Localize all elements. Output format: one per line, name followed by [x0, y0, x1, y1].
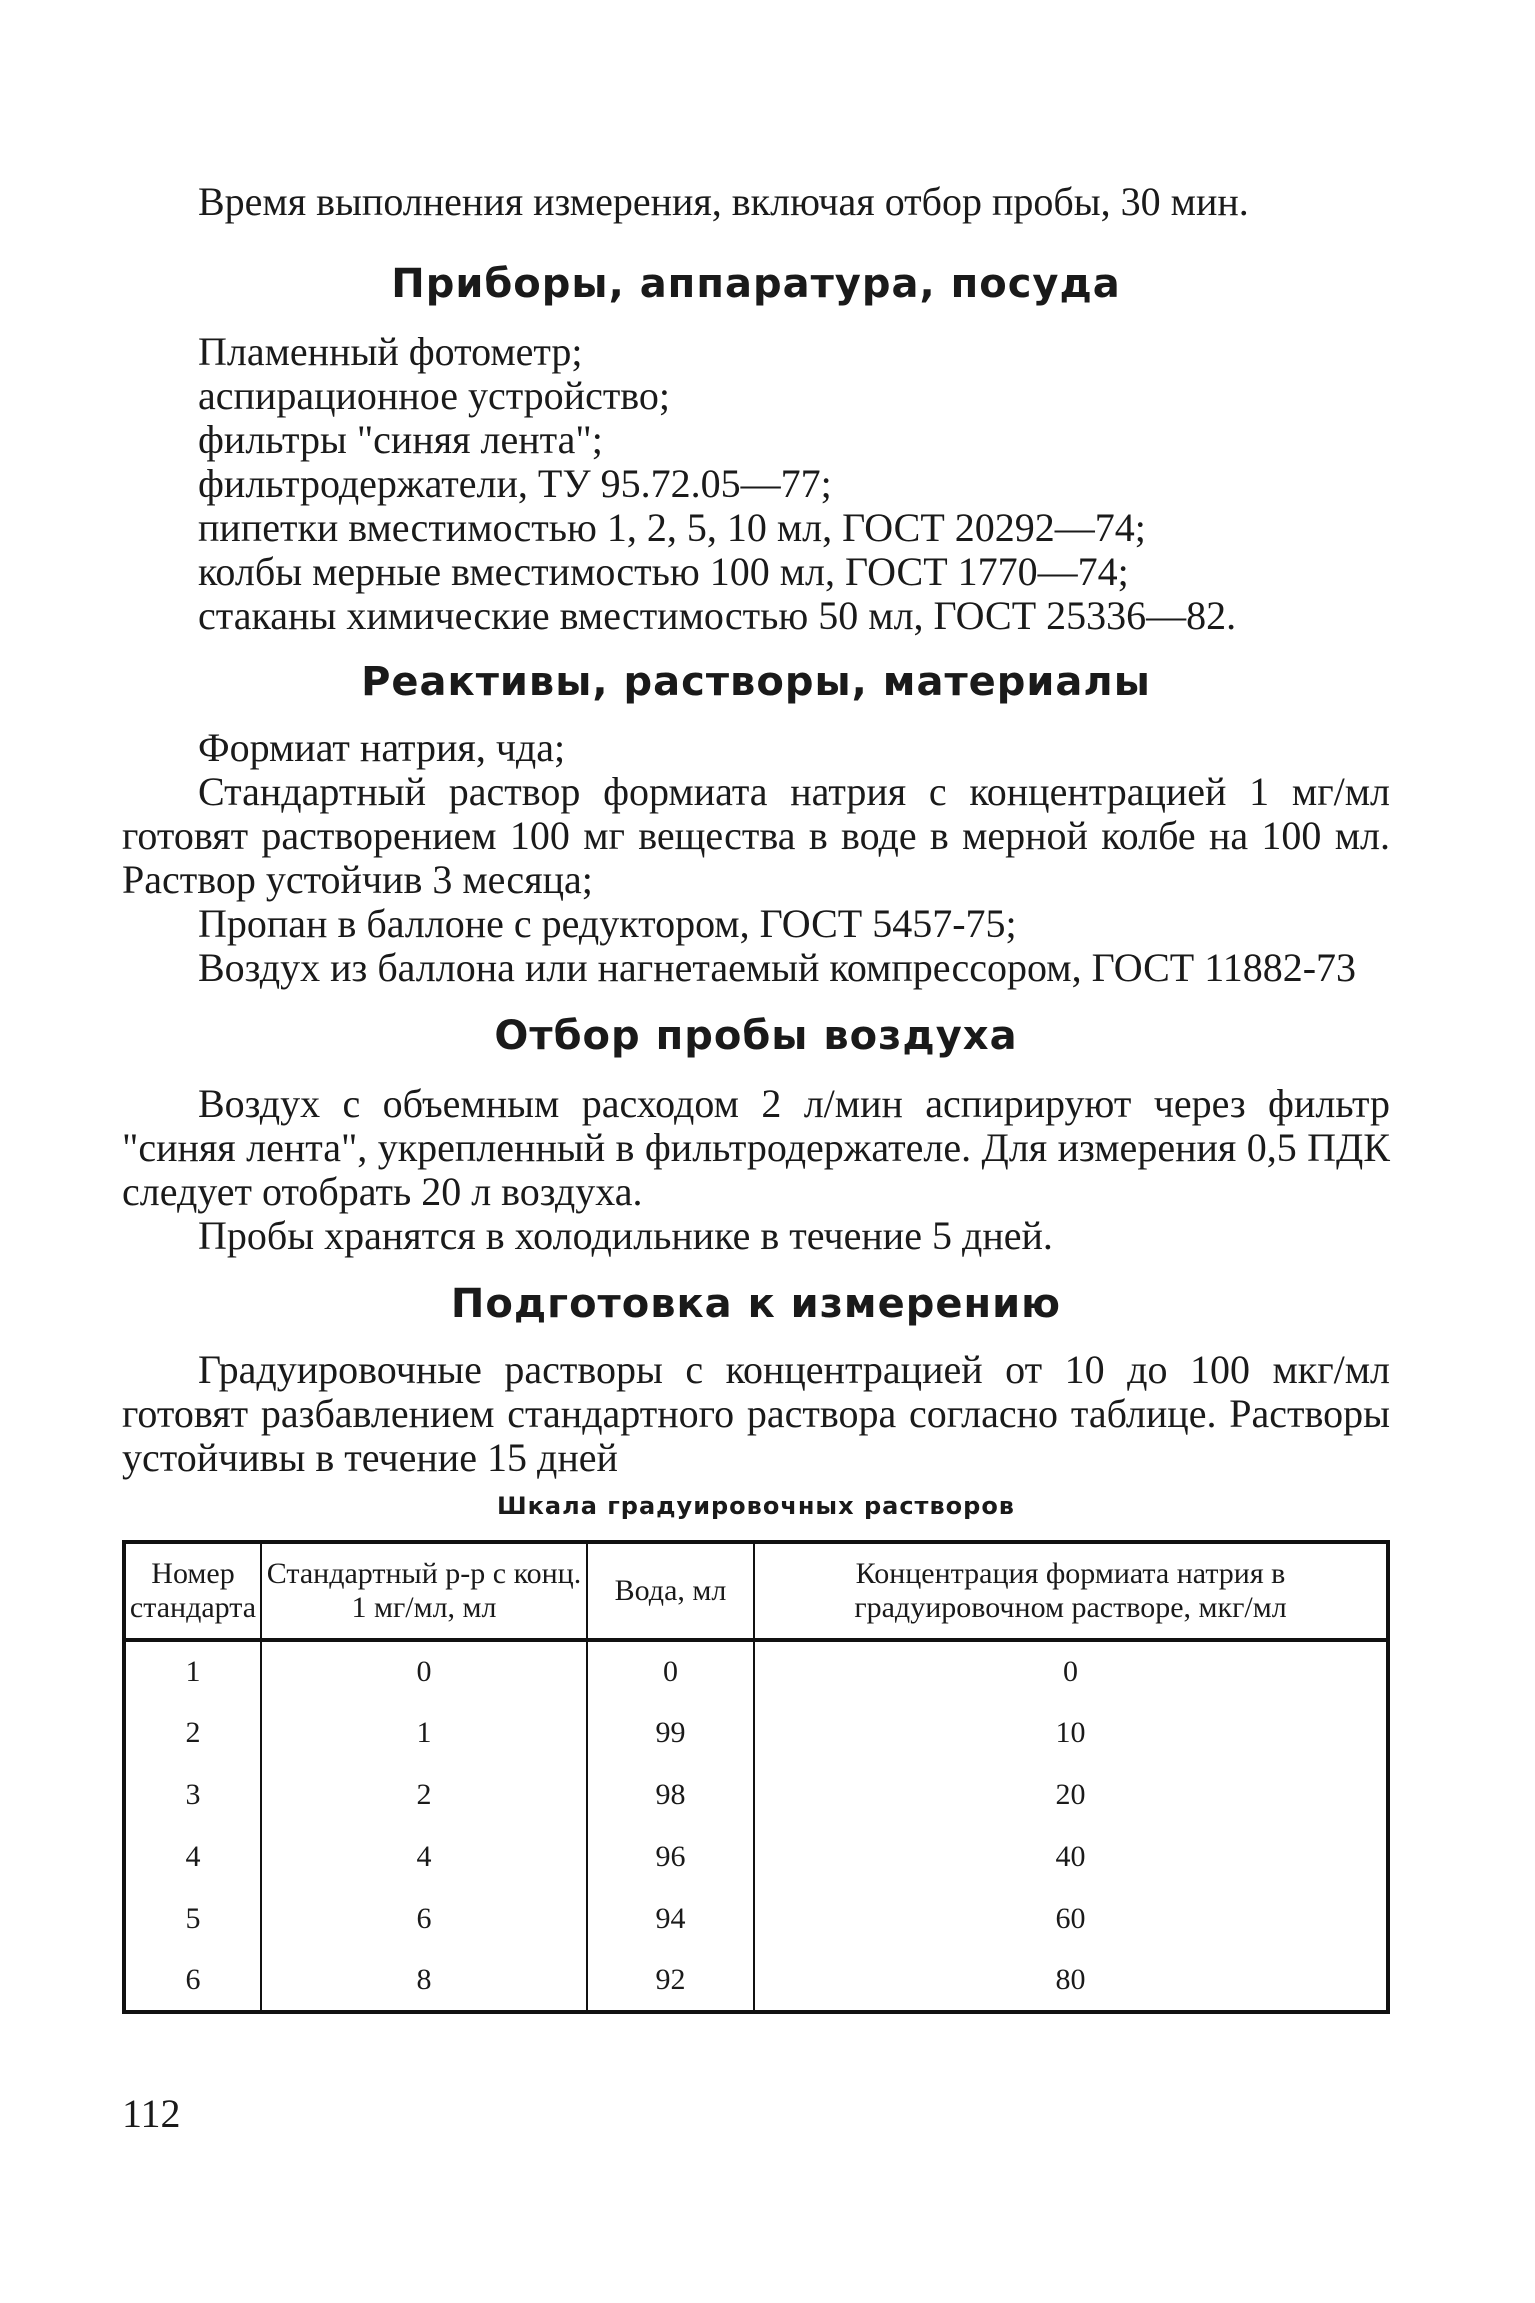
- calibration-table: [122, 1540, 1390, 2014]
- intro-text: Время выполнения измерения, включая отбор пробы, 30 мин.: [198, 179, 1249, 224]
- reagent-line: Пропан в баллоне с редуктором, ГОСТ 5457-75;: [198, 901, 1017, 946]
- list-item: колбы мерные вместимостью 100 мл, ГОСТ 1770—74;: [198, 549, 1129, 594]
- table-row: [124, 1826, 1388, 1888]
- section-heading-reagents: Реактивы, растворы, материалы: [361, 659, 1151, 705]
- column-header: Концентрация формиата натрия в градуировочном растворе, мкг/мл: [754, 1542, 1388, 1640]
- table-cell: 4: [261, 1826, 587, 1888]
- list-item: аспирационное устройство;: [198, 373, 671, 418]
- table-cell: 92: [587, 1950, 754, 2012]
- table-row: [124, 1702, 1388, 1764]
- table-cell: 60: [754, 1888, 1388, 1950]
- table-header-row: [124, 1542, 1388, 1640]
- preparation-paragraph: Градуировочные растворы с концентрацией от 10 до 100 мкг/мл готовят разбавлением стандартного раствора согласно таблице. Растворы устойчивы в течение 15 дней: [122, 1347, 1390, 1480]
- column-header: Номер стандарта: [124, 1542, 261, 1640]
- table-cell: 94: [587, 1888, 754, 1950]
- list-item: пипетки вместимостью 1, 2, 5, 10 мл, ГОСТ 20292—74;: [198, 505, 1146, 550]
- table-cell: 5: [124, 1888, 261, 1950]
- table-cell: 10: [754, 1702, 1388, 1764]
- table-cell: 6: [124, 1950, 261, 2012]
- table-cell: 8: [261, 1950, 587, 2012]
- table-row: [124, 1640, 1388, 1702]
- reagent-line: Воздух из баллона или нагнетаемый компрессором, ГОСТ 11882-73: [198, 945, 1357, 990]
- section-heading-preparation: Подготовка к измерению: [450, 1281, 1062, 1327]
- table-cell: 1: [261, 1702, 587, 1764]
- column-header: Стандартный р-р с конц. 1 мг/мл, мл: [261, 1542, 587, 1640]
- list-item: стаканы химические вместимостью 50 мл, ГОСТ 25336—82.: [198, 593, 1237, 638]
- table-cell: 2: [124, 1702, 261, 1764]
- document-page: [122, 180, 1390, 2014]
- table-cell: 0: [261, 1640, 587, 1702]
- table-cell: 0: [754, 1640, 1388, 1702]
- table-caption: Шкала градуировочных растворов: [496, 1492, 1015, 1520]
- list-item: фильтродержатели, ТУ 95.72.05—77;: [198, 461, 832, 506]
- table-cell: 20: [754, 1764, 1388, 1826]
- section-heading-sampling: Отбор пробы воздуха: [494, 1013, 1018, 1059]
- sampling-paragraph: Воздух с объемным расходом 2 л/мин аспирируют через фильтр "синяя лента", укрепленный в фильтродержателе. Для измерения 0,5 ПДК следует отобрать 20 л воздуха.: [122, 1081, 1390, 1214]
- table-cell: 2: [261, 1764, 587, 1826]
- table-cell: 4: [124, 1826, 261, 1888]
- table-row: [124, 1764, 1388, 1826]
- sampling-line: Пробы хранятся в холодильнике в течение 5 дней.: [198, 1213, 1053, 1258]
- table-cell: 80: [754, 1950, 1388, 2012]
- list-item: Пламенный фотометр;: [198, 329, 583, 374]
- reagent-paragraph: Стандартный раствор формиата натрия с концентрацией 1 мг/мл готовят растворением 100 мг вещества в воде в мерной колбе на 100 мл. Раствор устойчив 3 месяца;: [122, 769, 1390, 902]
- table-cell: 99: [587, 1702, 754, 1764]
- table-cell: 3: [124, 1764, 261, 1826]
- section-heading-equipment: Приборы, аппаратура, посуда: [391, 261, 1121, 307]
- reagent-line: Формиат натрия, чда;: [198, 725, 566, 770]
- table-cell: 40: [754, 1826, 1388, 1888]
- page-number: 112: [122, 2091, 181, 2136]
- equipment-list: [198, 330, 1390, 638]
- table-row: [124, 1888, 1388, 1950]
- table-cell: 98: [587, 1764, 754, 1826]
- table-row: [124, 1950, 1388, 2012]
- table-cell: 6: [261, 1888, 587, 1950]
- list-item: фильтры "синяя лента";: [198, 417, 603, 462]
- table-cell: 0: [587, 1640, 754, 1702]
- table-cell: 96: [587, 1826, 754, 1888]
- table-cell: 1: [124, 1640, 261, 1702]
- column-header: Вода, мл: [587, 1542, 754, 1640]
